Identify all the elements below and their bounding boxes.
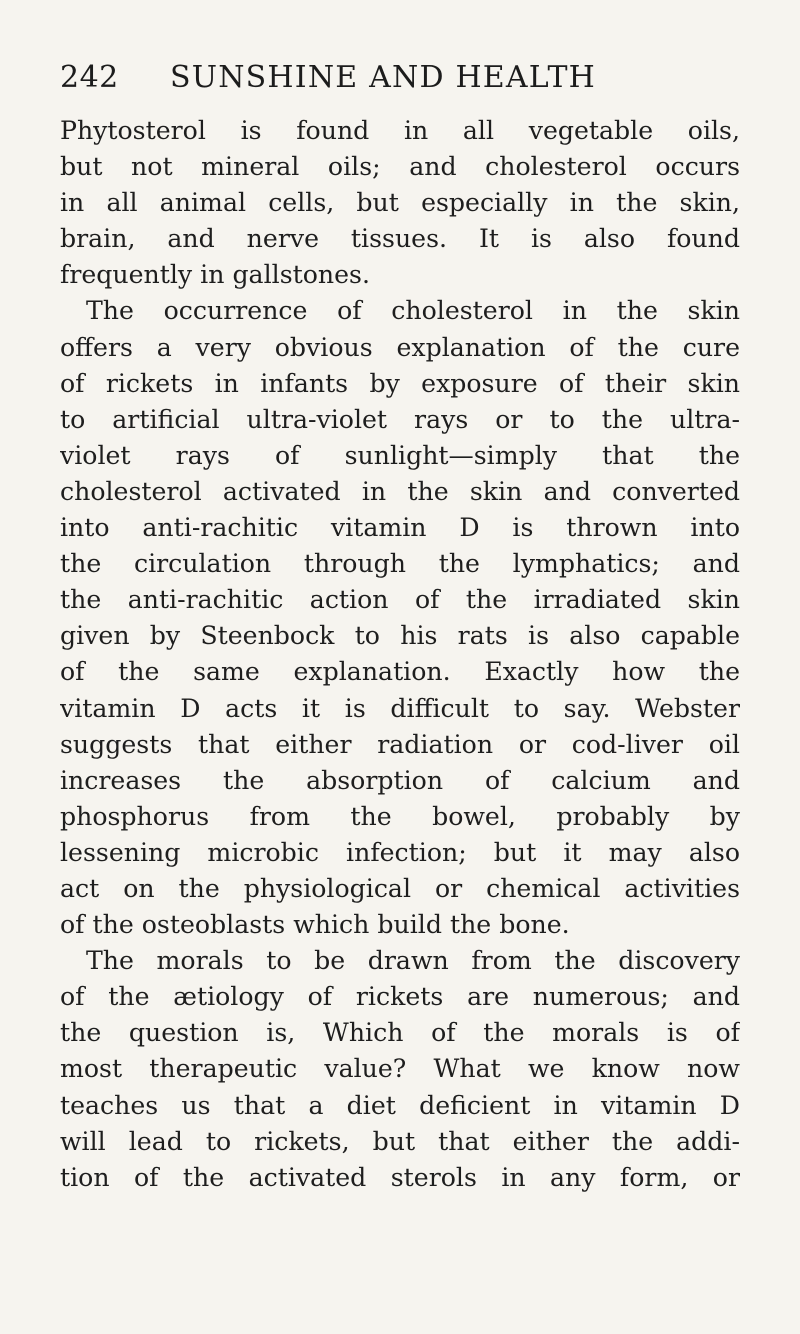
text-line: vitamin D acts it is difficult to say. Webster [60,693,740,723]
text-line: of the osteoblasts which build the bone. [60,910,570,940]
text-line: frequently in gallstones. [60,260,370,290]
text-line: given by Steenbock to his rats is also capable [60,621,740,651]
text-line: increases the absorption of calcium and [60,765,740,795]
text-line: cholesterol activated in the skin and converted [60,476,740,506]
text-line: of rickets in infants by exposure of their skin [60,368,740,398]
text-line: tion of the activated sterols in any form, or [60,1162,740,1192]
text-line: violet rays of sunlight—simply that the [60,440,740,470]
running-title: SUNSHINE AND HEALTH [170,60,597,95]
text-line: The morals to be drawn from the discovery [86,946,740,976]
text-line: phosphorus from the bowel, probably by [60,801,740,831]
text-line: in all animal cells, but especially in the skin, [60,188,740,218]
text-line: of the ætiology of rickets are numerous; and [60,982,740,1012]
text-line: offers a very obvious explanation of the cure [60,332,740,362]
text-line: the circulation through the lymphatics; and [60,549,740,579]
text-line: Phytosterol is found in all vegetable oils, [60,116,740,145]
text-line: teaches us that a diet deficient in vitamin D [60,1090,740,1120]
text-line: into anti-rachitic vitamin D is thrown into [60,513,740,543]
text-line: of the same explanation. Exactly how the [60,657,740,687]
text-line: but not mineral oils; and cholesterol occurs [60,152,740,182]
text-line: brain, and nerve tissues. It is also found [60,224,740,254]
text-line: The occurrence of cholesterol in the skin [86,296,740,326]
text-line: most therapeutic value? What we know now [60,1054,740,1084]
body-text [60,113,740,1196]
page-number: 242 [60,60,119,95]
text-line: the question is, Which of the morals is of [60,1018,740,1048]
text-line: to artificial ultra-violet rays or to the ultra- [60,404,740,434]
text-line: the anti-rachitic action of the irradiated skin [60,585,740,615]
text-line: act on the physiological or chemical activities [60,873,740,903]
text-line: will lead to rickets, but that either the addi- [60,1126,740,1156]
text-line: lessening microbic infection; but it may also [60,837,740,867]
text-line: suggests that either radiation or cod-liver oil [60,729,740,759]
page-header [60,58,740,98]
